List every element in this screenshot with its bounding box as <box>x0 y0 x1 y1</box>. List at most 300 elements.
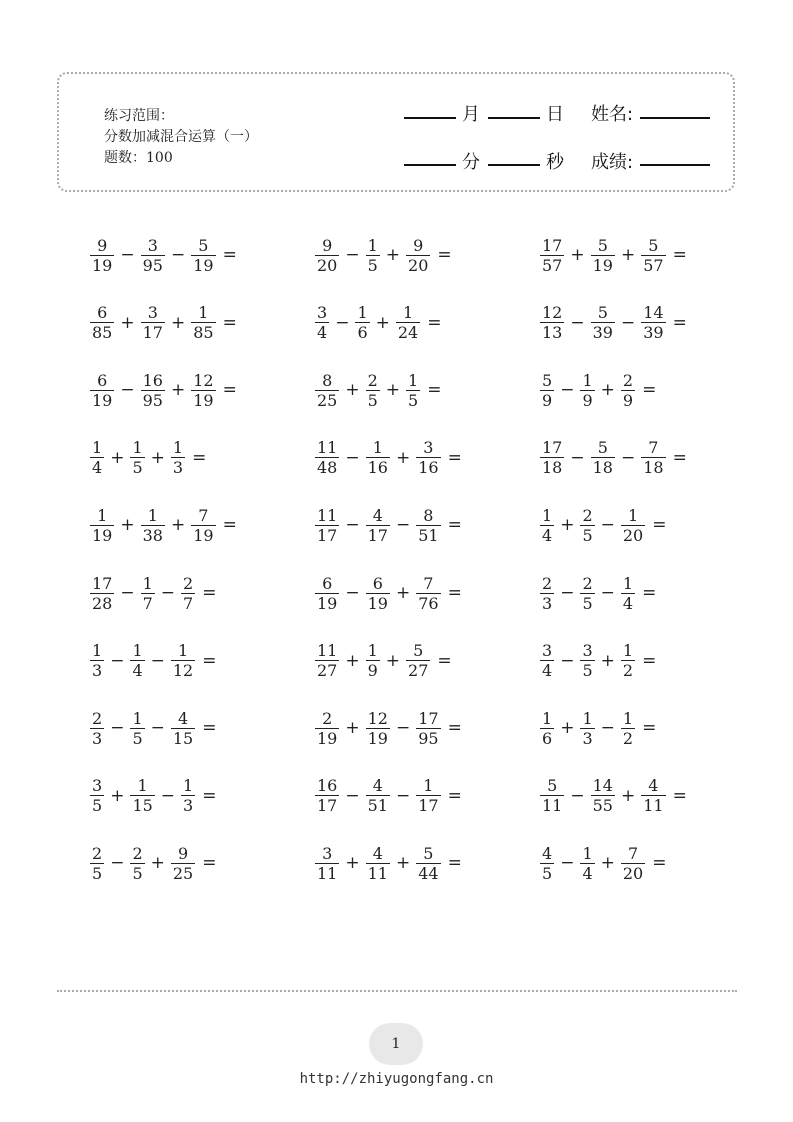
denominator: 19 <box>367 728 388 748</box>
fraction <box>396 303 420 342</box>
denominator: 27 <box>317 661 338 681</box>
fraction <box>90 844 104 883</box>
numerator: 1 <box>622 708 634 728</box>
minus-operator: − <box>345 245 360 265</box>
fraction <box>315 776 339 815</box>
numerator: 1 <box>408 370 419 390</box>
fraction <box>315 438 339 477</box>
denominator: 39 <box>592 323 613 343</box>
denominator: 5 <box>582 661 593 681</box>
numerator: 3 <box>542 641 553 661</box>
fraction <box>315 506 339 545</box>
equals-sign: = <box>202 650 217 671</box>
denominator: 85 <box>193 323 214 343</box>
fraction <box>141 506 165 545</box>
numerator: 9 <box>177 843 189 863</box>
numerator: 3 <box>423 438 434 458</box>
plus-operator: + <box>120 515 135 536</box>
denominator: 3 <box>542 593 553 613</box>
problem-17 <box>313 636 452 686</box>
minus-operator: − <box>570 785 585 806</box>
problem-7 <box>88 636 216 686</box>
equals-sign: = <box>202 718 217 739</box>
denominator: 19 <box>193 255 214 275</box>
minus-operator: − <box>345 447 360 468</box>
numerator: 17 <box>542 438 563 458</box>
equals-sign: = <box>642 583 657 603</box>
numerator: 3 <box>147 235 158 255</box>
problem-2 <box>88 298 237 348</box>
fraction <box>90 641 104 680</box>
minus-operator: − <box>110 718 125 739</box>
fraction <box>580 844 594 883</box>
equals-sign: = <box>652 515 667 536</box>
fraction <box>621 506 645 545</box>
plus-operator: + <box>345 718 360 739</box>
fraction <box>580 709 594 748</box>
numerator: 1 <box>582 843 593 863</box>
fraction <box>406 371 420 410</box>
fraction <box>416 776 440 815</box>
denominator: 3 <box>172 458 184 478</box>
fraction <box>540 709 554 748</box>
minus-operator: − <box>120 245 135 265</box>
denominator: 5 <box>367 390 378 410</box>
numerator: 7 <box>627 843 639 863</box>
denominator: 55 <box>592 796 613 816</box>
plus-operator: + <box>385 650 401 671</box>
plus-operator: + <box>600 853 615 874</box>
minus-operator: − <box>150 718 165 739</box>
fraction <box>540 641 554 680</box>
problem-18 <box>313 703 462 753</box>
denominator: 2 <box>622 728 634 748</box>
denominator: 13 <box>542 323 563 343</box>
denominator: 57 <box>643 255 664 275</box>
numerator: 12 <box>367 708 388 728</box>
fraction <box>315 303 329 342</box>
numerator: 2 <box>183 573 194 593</box>
problem-13 <box>313 365 441 415</box>
numerator: 2 <box>367 370 378 390</box>
numerator: 1 <box>367 641 378 661</box>
problem-1 <box>88 230 237 280</box>
minus-operator: − <box>170 245 186 265</box>
equals-sign: = <box>427 312 442 333</box>
numerator: 7 <box>198 505 209 525</box>
denominator: 4 <box>132 661 143 681</box>
numerator: 2 <box>622 370 634 390</box>
numerator: 2 <box>92 708 103 728</box>
numerator: 7 <box>648 438 659 458</box>
fraction <box>191 303 215 342</box>
numerator: 4 <box>372 776 383 796</box>
plus-operator: + <box>170 312 186 333</box>
numerator: 1 <box>198 303 209 323</box>
equals-sign: = <box>642 650 657 671</box>
denominator: 27 <box>408 661 429 681</box>
equals-sign: = <box>447 447 462 468</box>
fraction <box>406 236 430 275</box>
fraction <box>171 844 195 883</box>
denominator: 4 <box>317 323 328 343</box>
fraction <box>641 303 665 342</box>
minus-operator: − <box>345 515 360 536</box>
footer-divider <box>57 990 737 992</box>
denominator: 17 <box>367 525 388 545</box>
fraction <box>130 844 144 883</box>
fraction <box>355 303 369 342</box>
denominator: 95 <box>142 390 163 410</box>
fraction <box>540 776 564 815</box>
plus-operator: + <box>560 515 575 536</box>
equals-sign: = <box>427 380 442 401</box>
numerator: 3 <box>317 303 328 323</box>
numerator: 5 <box>542 370 553 390</box>
plus-operator: + <box>600 380 615 401</box>
numerator: 1 <box>367 235 378 255</box>
problem-8 <box>88 703 216 753</box>
denominator: 19 <box>92 255 113 275</box>
fraction <box>540 506 554 545</box>
fraction <box>540 303 564 342</box>
minus-operator: − <box>120 380 135 401</box>
equals-sign: = <box>202 785 217 806</box>
plus-operator: + <box>170 515 186 536</box>
equals-sign: = <box>202 853 217 874</box>
minus-operator: − <box>600 718 615 739</box>
denominator: 9 <box>582 390 593 410</box>
denominator: 3 <box>582 728 593 748</box>
problem-25 <box>538 500 666 550</box>
plus-operator: + <box>395 447 411 468</box>
fraction <box>366 506 390 545</box>
fraction <box>540 371 554 410</box>
numerator: 1 <box>622 641 634 661</box>
numerator: 16 <box>142 370 163 390</box>
numerator: 2 <box>542 573 553 593</box>
denominator: 5 <box>408 390 419 410</box>
problem-29 <box>538 771 687 821</box>
denominator: 19 <box>592 255 613 275</box>
minus-operator: − <box>160 583 176 603</box>
fraction <box>130 438 144 477</box>
denominator: 3 <box>183 796 194 816</box>
numerator: 4 <box>372 505 383 525</box>
problem-26 <box>538 568 656 618</box>
fraction <box>591 303 615 342</box>
fraction <box>641 438 665 477</box>
numerator: 2 <box>132 843 143 863</box>
denominator: 19 <box>317 593 338 613</box>
minus-operator: − <box>620 312 636 333</box>
plus-operator: + <box>375 312 390 333</box>
denominator: 20 <box>408 255 429 275</box>
numerator: 9 <box>322 235 333 255</box>
fraction <box>366 236 380 275</box>
fraction <box>591 236 615 275</box>
plus-operator: + <box>345 650 360 671</box>
numerator: 6 <box>97 370 108 390</box>
plus-operator: + <box>620 245 636 265</box>
problem-24 <box>538 433 687 483</box>
numerator: 1 <box>92 438 103 458</box>
fraction <box>130 709 144 748</box>
minus-operator: − <box>335 312 350 333</box>
minus-operator: − <box>600 583 615 603</box>
denominator: 4 <box>542 525 553 545</box>
equals-sign: = <box>222 245 237 265</box>
denominator: 6 <box>357 323 368 343</box>
problem-11 <box>313 230 452 280</box>
denominator: 9 <box>367 661 378 681</box>
equals-sign: = <box>642 718 657 739</box>
numerator: 5 <box>547 776 558 796</box>
page-number: 1 <box>369 1023 423 1065</box>
numerator: 7 <box>423 573 434 593</box>
topic-label: 分数加减混合运算（一） <box>104 129 258 145</box>
denominator: 95 <box>142 255 163 275</box>
name-label: 姓名: <box>591 104 634 125</box>
numerator: 16 <box>317 776 338 796</box>
numerator: 2 <box>92 843 103 863</box>
denominator: 25 <box>172 863 194 883</box>
numerator: 1 <box>142 573 153 593</box>
denominator: 4 <box>582 863 593 883</box>
fraction <box>540 438 564 477</box>
plus-operator: + <box>395 853 411 874</box>
fraction <box>141 236 165 275</box>
fraction <box>366 371 380 410</box>
fraction <box>591 776 615 815</box>
denominator: 24 <box>397 323 419 343</box>
minus-operator: − <box>600 515 615 536</box>
problem-20 <box>313 838 462 888</box>
denominator: 5 <box>132 863 143 883</box>
denominator: 18 <box>542 458 563 478</box>
numerator: 11 <box>317 438 338 458</box>
minus-operator: − <box>560 853 575 874</box>
numerator: 1 <box>147 505 158 525</box>
minus-operator: − <box>160 785 176 806</box>
fraction <box>141 574 155 613</box>
numerator: 1 <box>542 505 553 525</box>
equals-sign: = <box>222 380 237 401</box>
fraction <box>406 641 430 680</box>
denominator: 16 <box>367 458 388 478</box>
denominator: 16 <box>418 458 439 478</box>
numerator: 6 <box>322 573 333 593</box>
plus-operator: + <box>600 650 615 671</box>
fraction <box>641 236 665 275</box>
minus-operator: − <box>570 447 585 468</box>
numerator: 9 <box>413 235 424 255</box>
numerator: 4 <box>177 708 189 728</box>
plus-operator: + <box>150 447 165 468</box>
fraction <box>315 709 339 748</box>
equals-sign: = <box>672 312 687 333</box>
equals-sign: = <box>672 785 687 806</box>
denominator: 11 <box>317 863 338 883</box>
plus-operator: + <box>385 245 401 265</box>
denominator: 9 <box>622 390 634 410</box>
fraction <box>580 371 594 410</box>
fraction <box>366 776 390 815</box>
denominator: 51 <box>418 525 439 545</box>
denominator: 4 <box>92 458 103 478</box>
minus-operator: − <box>345 785 360 806</box>
minus-operator: − <box>560 650 575 671</box>
problem-4 <box>88 433 206 483</box>
fraction <box>366 844 390 883</box>
fraction <box>141 371 165 410</box>
numerator: 5 <box>597 438 608 458</box>
numerator: 1 <box>622 573 634 593</box>
denominator: 19 <box>92 525 113 545</box>
denominator: 12 <box>172 661 194 681</box>
plus-operator: + <box>110 785 125 806</box>
day-label: 日 <box>546 104 564 125</box>
denominator: 2 <box>622 661 634 681</box>
equals-sign: = <box>222 515 237 536</box>
fraction <box>315 844 339 883</box>
numerator: 3 <box>582 641 593 661</box>
denominator: 5 <box>132 728 143 748</box>
denominator: 19 <box>92 390 113 410</box>
denominator: 20 <box>622 863 644 883</box>
denominator: 38 <box>142 525 163 545</box>
denominator: 5 <box>582 593 593 613</box>
plus-operator: + <box>345 853 360 874</box>
denominator: 4 <box>542 661 553 681</box>
fraction <box>540 236 564 275</box>
plus-operator: + <box>150 853 165 874</box>
equals-sign: = <box>652 853 667 874</box>
fraction <box>540 844 554 883</box>
numerator: 1 <box>183 776 194 796</box>
minute-label: 分 <box>462 152 480 173</box>
equals-sign: = <box>447 583 462 603</box>
denominator: 5 <box>132 458 143 478</box>
equals-sign: = <box>192 447 207 468</box>
fraction <box>90 776 104 815</box>
denominator: 19 <box>367 593 388 613</box>
fraction <box>171 709 195 748</box>
fraction <box>580 641 594 680</box>
numerator: 1 <box>97 505 108 525</box>
numerator: 1 <box>177 641 189 661</box>
numerator: 14 <box>592 776 613 796</box>
fraction <box>366 438 390 477</box>
numerator: 12 <box>542 303 563 323</box>
denominator: 95 <box>418 728 439 748</box>
fraction <box>621 709 635 748</box>
numerator: 5 <box>198 235 209 255</box>
fraction <box>171 438 185 477</box>
fraction <box>580 506 594 545</box>
score-label: 成绩: <box>591 152 634 173</box>
minus-operator: − <box>570 312 585 333</box>
equals-sign: = <box>437 245 452 265</box>
denominator: 11 <box>542 796 563 816</box>
numerator: 6 <box>372 573 383 593</box>
minus-operator: − <box>345 583 360 603</box>
denominator: 4 <box>622 593 634 613</box>
numerator: 17 <box>418 708 439 728</box>
problem-10 <box>88 838 216 888</box>
numerator: 1 <box>627 505 639 525</box>
equals-sign: = <box>222 312 237 333</box>
minus-operator: − <box>395 718 411 739</box>
denominator: 15 <box>132 796 153 816</box>
fraction <box>90 709 104 748</box>
denominator: 51 <box>367 796 388 816</box>
numerator: 14 <box>643 303 664 323</box>
numerator: 1 <box>423 776 434 796</box>
month-label: 月 <box>462 104 480 125</box>
numerator: 8 <box>322 370 333 390</box>
numerator: 2 <box>582 505 593 525</box>
problem-16 <box>313 568 462 618</box>
fraction <box>90 303 114 342</box>
denominator: 39 <box>643 323 664 343</box>
numerator: 1 <box>357 303 368 323</box>
numerator: 9 <box>97 235 108 255</box>
denominator: 11 <box>367 863 388 883</box>
fraction <box>90 236 114 275</box>
footer-url[interactable]: http://zhiyugongfang.cn <box>299 1071 494 1087</box>
plus-operator: + <box>110 447 125 468</box>
minus-operator: − <box>395 785 411 806</box>
numerator: 17 <box>542 235 563 255</box>
fraction <box>540 574 554 613</box>
numerator: 11 <box>317 641 338 661</box>
numerator: 5 <box>597 303 608 323</box>
equals-sign: = <box>437 650 452 671</box>
plus-operator: + <box>560 718 575 739</box>
denominator: 5 <box>92 863 103 883</box>
fraction <box>171 641 195 680</box>
minus-operator: − <box>560 583 575 603</box>
denominator: 85 <box>92 323 113 343</box>
denominator: 76 <box>418 593 439 613</box>
problem-6 <box>88 568 216 618</box>
plus-operator: + <box>120 312 135 333</box>
numerator: 5 <box>423 843 434 863</box>
plus-operator: + <box>620 785 636 806</box>
minus-operator: − <box>395 515 411 536</box>
denominator: 18 <box>643 458 664 478</box>
problem-15 <box>313 500 462 550</box>
problem-30 <box>538 838 666 888</box>
fraction <box>90 574 114 613</box>
denominator: 57 <box>542 255 563 275</box>
denominator: 3 <box>92 661 103 681</box>
fraction <box>181 776 195 815</box>
numerator: 4 <box>648 776 659 796</box>
denominator: 18 <box>592 458 613 478</box>
fraction <box>621 371 635 410</box>
problem-28 <box>538 703 656 753</box>
fraction <box>366 709 390 748</box>
problem-19 <box>313 771 462 821</box>
denominator: 17 <box>317 796 338 816</box>
numerator: 3 <box>322 843 333 863</box>
fraction <box>90 371 114 410</box>
equals-sign: = <box>672 447 687 468</box>
fraction <box>315 641 339 680</box>
problem-5 <box>88 500 237 550</box>
